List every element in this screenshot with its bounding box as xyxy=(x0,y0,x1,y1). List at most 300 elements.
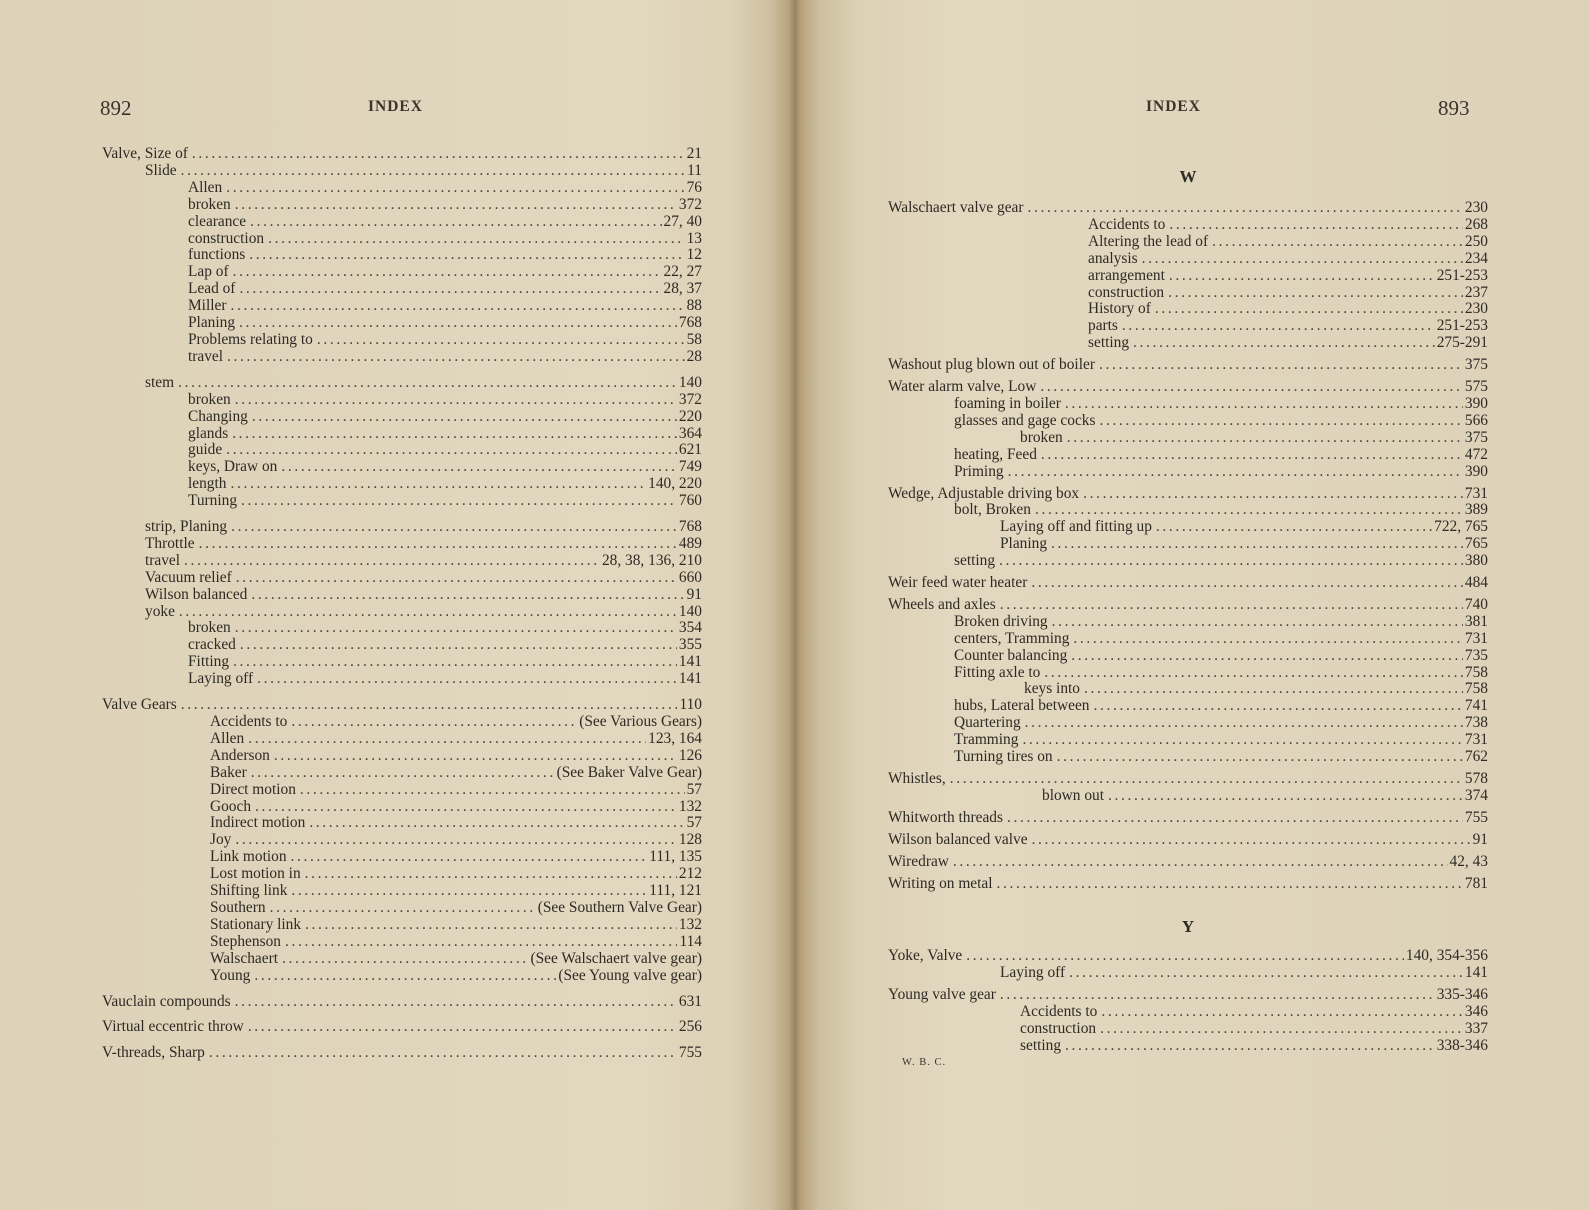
entry-label: construction xyxy=(1088,283,1165,301)
entry-label: Link motion xyxy=(210,848,287,866)
index-entry xyxy=(102,883,702,900)
leader-dots xyxy=(257,671,677,688)
index-entry xyxy=(888,749,1488,766)
index-entry xyxy=(102,866,702,883)
index-entry xyxy=(102,214,702,231)
entry-pages: 735 xyxy=(1464,646,1488,664)
page-number-right: 893 xyxy=(1438,96,1470,120)
entry-pages: 237 xyxy=(1464,283,1488,301)
entry-pages: 140 xyxy=(678,602,702,620)
index-entry xyxy=(888,536,1488,553)
entry-pages: 489 xyxy=(678,534,702,552)
index-entry xyxy=(888,251,1488,268)
entry-pages: 354 xyxy=(678,619,702,637)
entry-pages: 111, 135 xyxy=(649,848,702,866)
entry-pages: 57 xyxy=(686,780,702,798)
entry-label: keys, Draw on xyxy=(188,458,278,476)
entry-label: setting xyxy=(954,552,996,570)
index-entry xyxy=(102,315,702,332)
entry-pages: 768 xyxy=(678,314,702,332)
entry-label: Water alarm valve, Low xyxy=(888,378,1037,396)
index-entry xyxy=(888,614,1488,631)
entry-label: Tramming xyxy=(954,731,1019,749)
index-entry xyxy=(888,413,1488,430)
index-entry xyxy=(888,1004,1488,1021)
index-entry xyxy=(888,335,1488,352)
leader-dots xyxy=(1122,318,1435,335)
entry-label: Throttle xyxy=(145,534,195,552)
index-entry xyxy=(102,442,702,459)
leader-dots xyxy=(230,476,646,493)
index-entry xyxy=(888,1021,1488,1038)
leader-dots xyxy=(249,247,684,264)
entry-pages: 140, 354-356 xyxy=(1405,947,1488,965)
entry-pages: 58 xyxy=(686,330,702,348)
entry-label: hubs, Lateral between xyxy=(954,697,1090,715)
entry-label: glands xyxy=(188,424,229,442)
leader-dots xyxy=(255,799,677,816)
entry-pages: 250 xyxy=(1464,232,1488,250)
index-entry xyxy=(888,234,1488,251)
entry-label: Planing xyxy=(1000,535,1048,553)
entry-label: Virtual eccentric throw xyxy=(102,1018,244,1036)
entry-label: bolt, Broken xyxy=(954,501,1031,519)
index-entry xyxy=(102,654,702,671)
entry-pages: 230 xyxy=(1464,199,1488,216)
entry-label: broken xyxy=(188,619,231,637)
entry-label: strip, Planing xyxy=(145,518,228,536)
entry-pages: 27, 40 xyxy=(663,212,702,230)
leader-dots xyxy=(1000,597,1463,614)
section-y-entries xyxy=(888,948,1488,1054)
entry-label: Wiredraw xyxy=(888,852,949,870)
index-entry xyxy=(888,698,1488,715)
entry-label: centers, Tramming xyxy=(954,629,1070,647)
entry-pages: 381 xyxy=(1464,612,1488,630)
entry-pages: 91 xyxy=(686,585,702,603)
leader-dots xyxy=(1069,965,1463,982)
entry-label: broken xyxy=(188,390,231,408)
leader-dots xyxy=(226,180,684,197)
leader-dots xyxy=(1052,614,1463,631)
entry-pages: 21 xyxy=(686,145,702,162)
index-entry xyxy=(102,459,702,476)
index-entry xyxy=(102,815,702,832)
entry-pages: 755 xyxy=(678,1044,702,1062)
index-entry xyxy=(888,631,1488,648)
leader-dots xyxy=(1028,200,1463,217)
entry-label: heating, Feed xyxy=(954,445,1037,463)
page-header-right: INDEX xyxy=(1146,98,1201,115)
leader-dots xyxy=(233,654,677,671)
index-entry xyxy=(102,671,702,688)
entry-label: yoke xyxy=(145,602,175,620)
leader-dots xyxy=(235,832,677,849)
entry-pages: 11 xyxy=(687,161,702,179)
leader-dots xyxy=(1057,749,1463,766)
entry-label: Yoke, Valve xyxy=(888,947,963,965)
entry-pages: 390 xyxy=(1464,462,1488,480)
index-entry xyxy=(888,876,1488,893)
entry-label: construction xyxy=(1020,1020,1097,1038)
index-entry xyxy=(888,268,1488,285)
entry-pages: 731 xyxy=(1464,629,1488,647)
index-entry xyxy=(102,493,702,510)
leader-dots xyxy=(1051,536,1463,553)
leader-dots xyxy=(1067,430,1463,447)
leader-dots xyxy=(1007,810,1463,827)
index-entry xyxy=(888,379,1488,396)
index-entry xyxy=(102,968,702,985)
entry-pages: 355 xyxy=(678,636,702,654)
leader-dots xyxy=(199,536,677,553)
entry-pages: 220 xyxy=(678,407,702,425)
entry-pages: 765 xyxy=(1464,535,1488,553)
leader-dots xyxy=(1071,648,1463,665)
entry-pages: (See Various Gears) xyxy=(579,713,702,730)
index-entry xyxy=(888,854,1488,871)
index-entry xyxy=(102,553,702,570)
entry-label: Young valve gear xyxy=(888,986,996,1004)
entry-label: Allen xyxy=(210,729,245,747)
entry-label: Accidents to xyxy=(1020,1003,1098,1021)
leader-dots xyxy=(309,815,684,832)
index-entry xyxy=(102,1019,702,1036)
entry-pages: 126 xyxy=(678,746,702,764)
index-entry xyxy=(888,357,1488,374)
entry-label: Joy xyxy=(210,831,232,849)
entry-label: keys into xyxy=(1024,680,1081,698)
entry-label: Changing xyxy=(188,407,248,425)
entry-pages: 390 xyxy=(1464,394,1488,412)
leader-dots xyxy=(250,214,661,231)
entry-label: Altering the lead of xyxy=(1088,232,1209,250)
entry-pages: 346 xyxy=(1464,1003,1488,1021)
index-entry xyxy=(888,648,1488,665)
leader-dots xyxy=(1084,681,1463,698)
index-entry xyxy=(888,1038,1488,1055)
index-entry xyxy=(102,197,702,214)
entry-pages: 110 xyxy=(679,696,702,714)
entry-pages: 28, 38, 136, 210 xyxy=(601,551,702,569)
entry-pages: 141 xyxy=(678,653,702,671)
entry-label: Young xyxy=(210,966,251,984)
entry-pages: 762 xyxy=(1464,748,1488,766)
entry-label: Gooch xyxy=(210,797,252,815)
leader-dots xyxy=(1022,732,1462,749)
entry-label: Lead of xyxy=(188,280,236,298)
leader-dots xyxy=(281,459,677,476)
index-column-right xyxy=(888,160,1488,1055)
index-entry xyxy=(888,301,1488,318)
leader-dots xyxy=(1142,251,1463,268)
leader-dots xyxy=(950,771,1463,788)
entry-pages: 758 xyxy=(1464,663,1488,681)
leader-dots xyxy=(233,264,662,281)
leader-dots xyxy=(235,197,677,214)
leader-dots xyxy=(1008,464,1463,481)
index-entry xyxy=(102,146,702,163)
entry-pages: 91 xyxy=(1472,830,1488,848)
entry-pages: 128 xyxy=(678,831,702,849)
index-entry xyxy=(888,810,1488,827)
entry-label: Laying off and fitting up xyxy=(1000,518,1152,536)
entry-label: Fitting xyxy=(188,653,230,671)
index-entry xyxy=(102,231,702,248)
index-entry xyxy=(102,298,702,315)
entry-label: Counter balancing xyxy=(954,646,1068,664)
leader-dots xyxy=(1032,832,1471,849)
index-entry xyxy=(888,575,1488,592)
entry-pages: 251-253 xyxy=(1436,266,1488,284)
entry-pages: 575 xyxy=(1464,378,1488,396)
leader-dots xyxy=(268,231,685,248)
entry-pages: 484 xyxy=(1464,574,1488,592)
right-page xyxy=(800,0,1590,1210)
leader-dots xyxy=(227,349,685,366)
entry-pages: 364 xyxy=(678,424,702,442)
entry-pages: 722, 765 xyxy=(1434,518,1488,536)
index-column-left xyxy=(102,146,702,1062)
index-entry xyxy=(102,587,702,604)
leader-dots xyxy=(317,332,685,349)
leader-dots xyxy=(209,1045,677,1062)
index-entry xyxy=(102,637,702,654)
entry-label: analysis xyxy=(1088,249,1138,267)
index-entry xyxy=(888,965,1488,982)
leader-dots xyxy=(282,951,528,968)
leader-dots xyxy=(1040,379,1463,396)
entry-label: Wedge, Adjustable driving box xyxy=(888,484,1080,502)
entry-pages: 42, 43 xyxy=(1449,852,1488,870)
entry-label: arrangement xyxy=(1088,266,1165,284)
entry-pages: (See Young valve gear) xyxy=(558,966,702,984)
entry-label: guide xyxy=(188,441,223,459)
leader-dots xyxy=(1025,715,1463,732)
entry-pages: 13 xyxy=(686,229,702,247)
leader-dots xyxy=(239,315,677,332)
entry-label: setting xyxy=(1088,334,1130,352)
index-entry xyxy=(102,620,702,637)
leader-dots xyxy=(236,570,677,587)
entry-label: Southern xyxy=(210,898,266,916)
entry-label: Lost motion in xyxy=(210,865,301,883)
leader-dots xyxy=(241,493,677,510)
index-entry xyxy=(888,318,1488,335)
leader-dots xyxy=(179,604,677,621)
index-entry xyxy=(102,994,702,1011)
entry-pages: 76 xyxy=(686,178,702,196)
entry-label: Weir feed water heater xyxy=(888,574,1028,592)
leader-dots xyxy=(1093,698,1462,715)
index-entry xyxy=(888,771,1488,788)
entry-pages: 338-346 xyxy=(1436,1036,1488,1054)
leader-dots xyxy=(226,442,677,459)
entry-label: functions xyxy=(188,246,246,264)
leader-dots xyxy=(1168,285,1463,302)
entry-label: Stationary link xyxy=(210,915,302,933)
entry-pages: 256 xyxy=(678,1018,702,1036)
index-entry xyxy=(102,697,702,714)
entry-pages: 111, 121 xyxy=(649,882,702,900)
entry-label: Turning tires on xyxy=(954,748,1053,766)
entry-pages: (See Baker Valve Gear) xyxy=(556,763,702,781)
index-entry xyxy=(888,597,1488,614)
leader-dots xyxy=(305,866,677,883)
entry-pages: 374 xyxy=(1464,786,1488,804)
entry-pages: 631 xyxy=(678,992,702,1010)
entry-label: Valve, Size of xyxy=(102,145,188,162)
entry-pages: 140 xyxy=(678,373,702,391)
leader-dots xyxy=(305,917,677,934)
leader-dots xyxy=(181,697,678,714)
entry-pages: 132 xyxy=(678,915,702,933)
entry-pages: (See Southern Valve Gear) xyxy=(537,898,702,916)
entry-pages: 234 xyxy=(1464,249,1488,267)
entry-label: Laying off xyxy=(188,670,254,688)
index-entry xyxy=(102,714,702,731)
entry-label: Valve Gears xyxy=(102,696,177,714)
index-entry xyxy=(102,951,702,968)
leader-dots xyxy=(999,553,1463,570)
index-entry xyxy=(888,832,1488,849)
entry-pages: 621 xyxy=(678,441,702,459)
entry-label: Planing xyxy=(188,314,236,332)
entry-pages: 578 xyxy=(1464,770,1488,787)
printer-initials: W. B. C. xyxy=(902,1057,947,1068)
index-entry xyxy=(102,917,702,934)
entry-pages: 12 xyxy=(686,246,702,264)
index-entry xyxy=(102,392,702,409)
entry-label: broken xyxy=(1020,428,1063,446)
section-letter-w: W xyxy=(1179,167,1197,186)
leader-dots xyxy=(953,854,1448,871)
entry-label: blown out xyxy=(1042,786,1104,804)
index-entry xyxy=(102,349,702,366)
entry-pages: 132 xyxy=(678,797,702,815)
entry-pages: 114 xyxy=(679,932,702,950)
index-entry xyxy=(888,217,1488,234)
leader-dots xyxy=(1133,335,1435,352)
leader-dots xyxy=(997,876,1463,893)
entry-label: Laying off xyxy=(1000,964,1066,982)
leader-dots xyxy=(235,620,677,637)
entry-label: Broken driving xyxy=(954,612,1048,630)
leader-dots xyxy=(248,1019,677,1036)
entry-label: Turning xyxy=(188,492,238,510)
index-entry xyxy=(888,948,1488,965)
index-entry xyxy=(888,396,1488,413)
leader-dots xyxy=(1065,396,1463,413)
index-entry xyxy=(888,519,1488,536)
leader-dots xyxy=(178,375,677,392)
entry-label: length xyxy=(188,475,227,493)
index-entry xyxy=(888,486,1488,503)
index-entry xyxy=(888,200,1488,217)
entry-pages: 123, 164 xyxy=(648,729,702,747)
index-entry xyxy=(102,782,702,799)
entry-label: Miller xyxy=(188,297,227,315)
entry-label: Quartering xyxy=(954,714,1021,732)
leader-dots xyxy=(235,994,677,1011)
index-entry xyxy=(102,476,702,493)
entry-label: Shifting link xyxy=(210,882,288,900)
leader-dots xyxy=(291,849,648,866)
entry-pages: 28, 37 xyxy=(663,280,702,298)
index-entry xyxy=(102,519,702,536)
entry-label: Whistles, xyxy=(888,770,946,787)
leader-dots xyxy=(251,765,555,782)
entry-pages: 741 xyxy=(1464,697,1488,715)
entry-label: Fitting axle to xyxy=(954,663,1041,681)
index-entry xyxy=(102,849,702,866)
leader-dots xyxy=(230,298,684,315)
index-entry xyxy=(102,180,702,197)
entry-pages: 566 xyxy=(1464,411,1488,429)
entry-pages: 275-291 xyxy=(1436,334,1488,352)
entry-label: parts xyxy=(1088,317,1118,335)
index-entry xyxy=(102,799,702,816)
entry-label: cracked xyxy=(188,636,236,654)
entry-pages: 731 xyxy=(1464,484,1488,502)
entry-label: construction xyxy=(188,229,265,247)
entry-label: Washout plug blown out of boiler xyxy=(888,356,1095,374)
index-entry xyxy=(888,665,1488,682)
entry-label: Problems relating to xyxy=(188,330,313,348)
index-entry xyxy=(888,447,1488,464)
leader-dots xyxy=(181,163,686,180)
leader-dots xyxy=(239,281,661,298)
index-entry xyxy=(102,281,702,298)
entry-pages: 768 xyxy=(678,518,702,536)
entry-pages: 268 xyxy=(1464,215,1488,233)
entry-pages: 372 xyxy=(678,195,702,213)
entry-label: History of xyxy=(1088,300,1151,318)
entry-pages: 731 xyxy=(1464,731,1488,749)
entry-pages: 758 xyxy=(1464,680,1488,698)
entry-label: Accidents to xyxy=(210,713,288,730)
page-number-left: 892 xyxy=(100,96,132,120)
entry-pages: 749 xyxy=(678,458,702,476)
leader-dots xyxy=(248,731,646,748)
entry-label: Baker xyxy=(210,763,247,781)
index-entry xyxy=(102,264,702,281)
leader-dots xyxy=(966,948,1404,965)
leader-dots xyxy=(1044,665,1463,682)
index-entry xyxy=(102,832,702,849)
entry-label: Accidents to xyxy=(1088,215,1166,233)
leader-dots xyxy=(231,519,677,536)
entry-label: Slide xyxy=(145,161,177,179)
entry-pages: 251-253 xyxy=(1436,317,1488,335)
entry-label: Anderson xyxy=(210,746,270,764)
index-entry xyxy=(888,788,1488,805)
entry-pages: 88 xyxy=(686,297,702,315)
leader-dots xyxy=(1099,357,1463,374)
leader-dots xyxy=(1101,1004,1463,1021)
entry-pages: 740 xyxy=(1464,595,1488,613)
entry-pages: 141 xyxy=(678,670,702,688)
entry-label: clearance xyxy=(188,212,247,230)
entry-pages: 372 xyxy=(678,390,702,408)
entry-label: travel xyxy=(145,551,181,569)
index-entry xyxy=(102,900,702,917)
index-entry xyxy=(102,604,702,621)
leader-dots xyxy=(1169,268,1435,285)
index-entry xyxy=(102,1045,702,1062)
entry-pages: 140, 220 xyxy=(648,475,702,493)
entry-pages: 380 xyxy=(1464,552,1488,570)
